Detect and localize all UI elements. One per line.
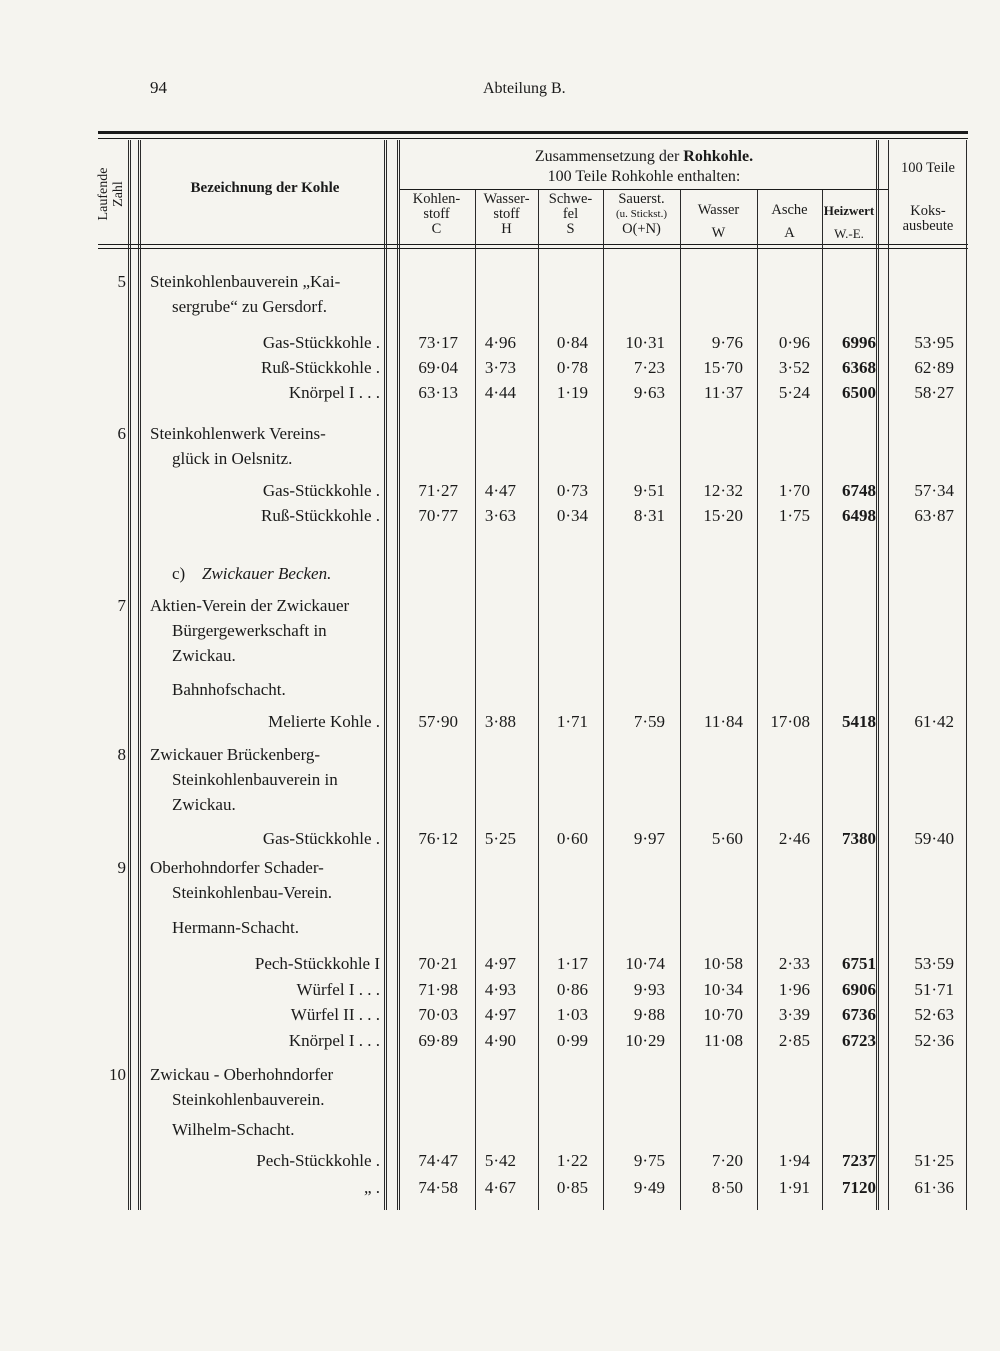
value-c: 74·58 — [418, 1178, 458, 1197]
header-bezeichnung: Bezeichnung der Kohle — [190, 180, 340, 196]
company-name: Steinkohlenwerk Vereins- — [150, 424, 326, 443]
value-heiz: 6906 — [842, 980, 876, 999]
value-koks: 58·27 — [914, 383, 954, 402]
coal-type-label: Gas-Stückkohle . — [262, 333, 380, 352]
value-h: 3·73 — [484, 358, 516, 377]
value-heiz: 6368 — [842, 358, 876, 377]
shaft-name: Hermann-Schacht. — [172, 918, 299, 937]
value-w: 10·70 — [703, 1005, 743, 1024]
value-w: 12·32 — [703, 481, 743, 500]
value-h: 4·67 — [484, 1178, 516, 1197]
value-heiz: 6736 — [842, 1005, 876, 1024]
value-o: 10·31 — [625, 333, 665, 352]
value-s: 0·60 — [556, 829, 588, 848]
value-s: 1·22 — [556, 1151, 588, 1170]
value-a: 2·85 — [778, 1031, 810, 1050]
header-col-heiz: Heizwert W.-E. — [823, 203, 875, 241]
vline-right — [966, 140, 967, 1210]
header-col-a: Asche A — [771, 202, 808, 241]
value-h: 5·25 — [484, 829, 516, 848]
value-w: 7·20 — [711, 1151, 743, 1170]
value-s: 0·85 — [556, 1178, 588, 1197]
header-laufende-zahl: Laufende Zahl — [96, 167, 126, 221]
value-a: 17·08 — [770, 712, 810, 731]
coal-type-label: Melierte Kohle . — [268, 712, 380, 731]
company-name: Aktien-Verein der Zwickauer — [150, 596, 350, 615]
value-w: 5·60 — [711, 829, 743, 848]
coal-type-label: Pech-Stückkohle . — [256, 1151, 380, 1170]
value-s: 1·03 — [556, 1005, 588, 1024]
row-number: 10 — [109, 1065, 126, 1084]
value-heiz: 6498 — [842, 506, 876, 525]
value-c: 71·98 — [418, 980, 458, 999]
value-w: 8·50 — [711, 1178, 743, 1197]
value-h: 3·63 — [484, 506, 516, 525]
company-name: Oberhohndorfer Schader- — [150, 858, 324, 877]
value-c: 70·21 — [418, 954, 458, 973]
company-name-continued: Steinkohlenbauverein in — [172, 770, 338, 789]
value-o: 9·93 — [633, 980, 665, 999]
shaft-name: Wilhelm-Schacht. — [172, 1120, 295, 1139]
value-o: 9·75 — [633, 1151, 665, 1170]
value-w: 11·37 — [703, 383, 743, 402]
value-koks: 61·36 — [914, 1178, 954, 1197]
header-col-s: Schwe- fel S — [548, 191, 593, 237]
value-koks: 63·87 — [914, 506, 954, 525]
vline-left — [128, 140, 131, 1210]
value-c: 70·03 — [418, 1005, 458, 1024]
coal-type-label: Gas-Stückkohle . — [262, 481, 380, 500]
value-o: 9·49 — [633, 1178, 665, 1197]
row-number: 6 — [117, 424, 126, 443]
value-h: 4·96 — [484, 333, 516, 352]
header-col-h: Wasser- stoff H — [483, 191, 530, 237]
vline-s — [538, 190, 539, 1210]
company-name-continued: Steinkohlenbau-Verein. — [172, 883, 333, 902]
company-name-continued: sergrube“ zu Gersdorf. — [172, 297, 327, 316]
running-head: Abteilung B. — [483, 80, 566, 97]
value-o: 10·74 — [625, 954, 665, 973]
section-title: Zwickauer Becken. — [202, 564, 332, 583]
value-h: 4·97 — [484, 954, 516, 973]
value-koks: 51·25 — [914, 1151, 954, 1170]
value-koks: 59·40 — [914, 829, 954, 848]
value-s: 1·17 — [556, 954, 588, 973]
row-number: 9 — [117, 858, 126, 877]
coal-type-label: Pech-Stückkohle I — [254, 954, 380, 973]
value-a: 1·70 — [778, 481, 810, 500]
value-heiz: 6723 — [842, 1031, 876, 1050]
value-a: 1·91 — [778, 1178, 810, 1197]
value-koks: 57·34 — [914, 481, 954, 500]
value-c: 73·17 — [418, 333, 458, 352]
value-heiz: 7237 — [842, 1151, 876, 1170]
page-number: 94 — [150, 78, 167, 97]
header-bottom-rule-2 — [98, 248, 968, 249]
value-a: 1·94 — [778, 1151, 810, 1170]
company-name-continued: glück in Oelsnitz. — [172, 449, 293, 468]
value-koks: 52·36 — [914, 1031, 954, 1050]
value-c: 70·77 — [418, 506, 458, 525]
value-s: 1·19 — [556, 383, 588, 402]
header-col-o: Sauerst. (u. Stickst.) O(+N) — [615, 191, 668, 237]
value-heiz: 6500 — [842, 383, 876, 402]
value-o: 7·59 — [633, 712, 665, 731]
shaft-name: Bahnhofschacht. — [172, 680, 286, 699]
company-name-continued: Zwickau. — [172, 795, 236, 814]
value-w: 15·20 — [703, 506, 743, 525]
coal-type-label: Ruß-Stückkohle . — [261, 358, 380, 377]
top-rule-thick — [98, 131, 968, 134]
value-a: 0·96 — [778, 333, 810, 352]
value-w: 9·76 — [711, 333, 743, 352]
value-s: 0·73 — [556, 481, 588, 500]
value-w: 15·70 — [703, 358, 743, 377]
value-c: 76·12 — [418, 829, 458, 848]
value-h: 4·44 — [484, 383, 516, 402]
vline-heiz — [822, 190, 823, 1210]
value-s: 0·84 — [556, 333, 588, 352]
value-s: 0·34 — [556, 506, 588, 525]
header-group-subtitle: 100 Teile Rohkohle enthalten: — [547, 168, 741, 185]
company-name-continued: Steinkohlenbauverein. — [172, 1090, 325, 1109]
vline-koks — [876, 140, 879, 1210]
coal-type-label: Gas-Stückkohle . — [262, 829, 380, 848]
value-h: 5·42 — [484, 1151, 516, 1170]
company-name-continued: Zwickau. — [172, 646, 236, 665]
value-koks: 61·42 — [914, 712, 954, 731]
value-heiz: 7120 — [842, 1178, 876, 1197]
value-h: 4·97 — [484, 1005, 516, 1024]
company-name: Zwickauer Brückenberg- — [150, 745, 321, 764]
value-o: 9·97 — [633, 829, 665, 848]
value-koks: 52·63 — [914, 1005, 954, 1024]
value-w: 11·08 — [703, 1031, 743, 1050]
value-a: 2·33 — [778, 954, 810, 973]
value-o: 9·63 — [633, 383, 665, 402]
header-col-koks: Koks- ausbeute — [902, 203, 954, 234]
company-name: Steinkohlenbauverein „Kai- — [150, 272, 341, 291]
company-name: Zwickau - Oberhohndorfer — [150, 1065, 334, 1084]
vline-o — [603, 190, 604, 1210]
vline-name — [138, 140, 141, 1210]
value-c: 69·89 — [418, 1031, 458, 1050]
value-a: 3·39 — [778, 1005, 810, 1024]
value-w: 11·84 — [703, 712, 743, 731]
header-group-title: Zusammensetzung der Rohkohle. — [534, 148, 754, 165]
value-s: 0·78 — [556, 358, 588, 377]
value-c: 74·47 — [418, 1151, 458, 1170]
value-o: 9·88 — [633, 1005, 665, 1024]
value-heiz: 5418 — [842, 712, 876, 731]
value-h: 4·90 — [484, 1031, 516, 1050]
value-a: 3·52 — [778, 358, 810, 377]
value-a: 1·96 — [778, 980, 810, 999]
value-w: 10·58 — [703, 954, 743, 973]
coal-type-label: Ruß-Stückkohle . — [261, 506, 380, 525]
value-o: 7·23 — [633, 358, 665, 377]
group-divider-rule — [400, 189, 888, 190]
header-koks-title: 100 Teile — [901, 160, 955, 176]
row-number: 7 — [117, 596, 126, 615]
coal-type-label: Knörpel I . . . — [288, 383, 380, 402]
coal-type-label: Würfel II . . . — [290, 1005, 380, 1024]
value-koks: 53·59 — [914, 954, 954, 973]
row-number: 5 — [117, 272, 126, 291]
coal-type-label: Würfel I . . . — [296, 980, 380, 999]
value-o: 9·51 — [633, 481, 665, 500]
value-koks: 62·89 — [914, 358, 954, 377]
section-prefix: c) — [172, 564, 186, 583]
value-heiz: 7380 — [842, 829, 876, 848]
value-a: 5·24 — [778, 383, 810, 402]
company-name-continued: Bürgergewerkschaft in — [172, 621, 327, 640]
value-h: 4·47 — [484, 481, 516, 500]
value-c: 69·04 — [418, 358, 458, 377]
value-s: 1·71 — [556, 712, 588, 731]
vline-c — [384, 140, 387, 1210]
header-col-c: Kohlen- stoff C — [412, 191, 461, 237]
value-heiz: 6748 — [842, 481, 876, 500]
value-a: 2·46 — [778, 829, 810, 848]
value-h: 3·88 — [484, 712, 516, 731]
vline-koks2 — [888, 140, 889, 1210]
value-w: 10·34 — [703, 980, 743, 999]
value-c: 63·13 — [418, 383, 458, 402]
coal-type-label: Knörpel I . . . — [288, 1031, 380, 1050]
top-rule-thin — [98, 138, 968, 139]
value-koks: 53·95 — [914, 333, 954, 352]
value-c: 71·27 — [418, 481, 458, 500]
value-o: 10·29 — [625, 1031, 665, 1050]
row-number: 8 — [117, 745, 126, 764]
value-s: 0·86 — [556, 980, 588, 999]
coal-type-label: „ . — [363, 1178, 380, 1197]
value-h: 4·93 — [484, 980, 516, 999]
value-koks: 51·71 — [914, 980, 954, 999]
value-heiz: 6751 — [842, 954, 876, 973]
value-a: 1·75 — [778, 506, 810, 525]
value-s: 0·99 — [556, 1031, 588, 1050]
value-heiz: 6996 — [842, 333, 876, 352]
header-bottom-rule — [98, 244, 968, 245]
value-c: 57·90 — [418, 712, 458, 731]
header-col-w: Wasser W — [697, 202, 740, 241]
value-o: 8·31 — [633, 506, 665, 525]
